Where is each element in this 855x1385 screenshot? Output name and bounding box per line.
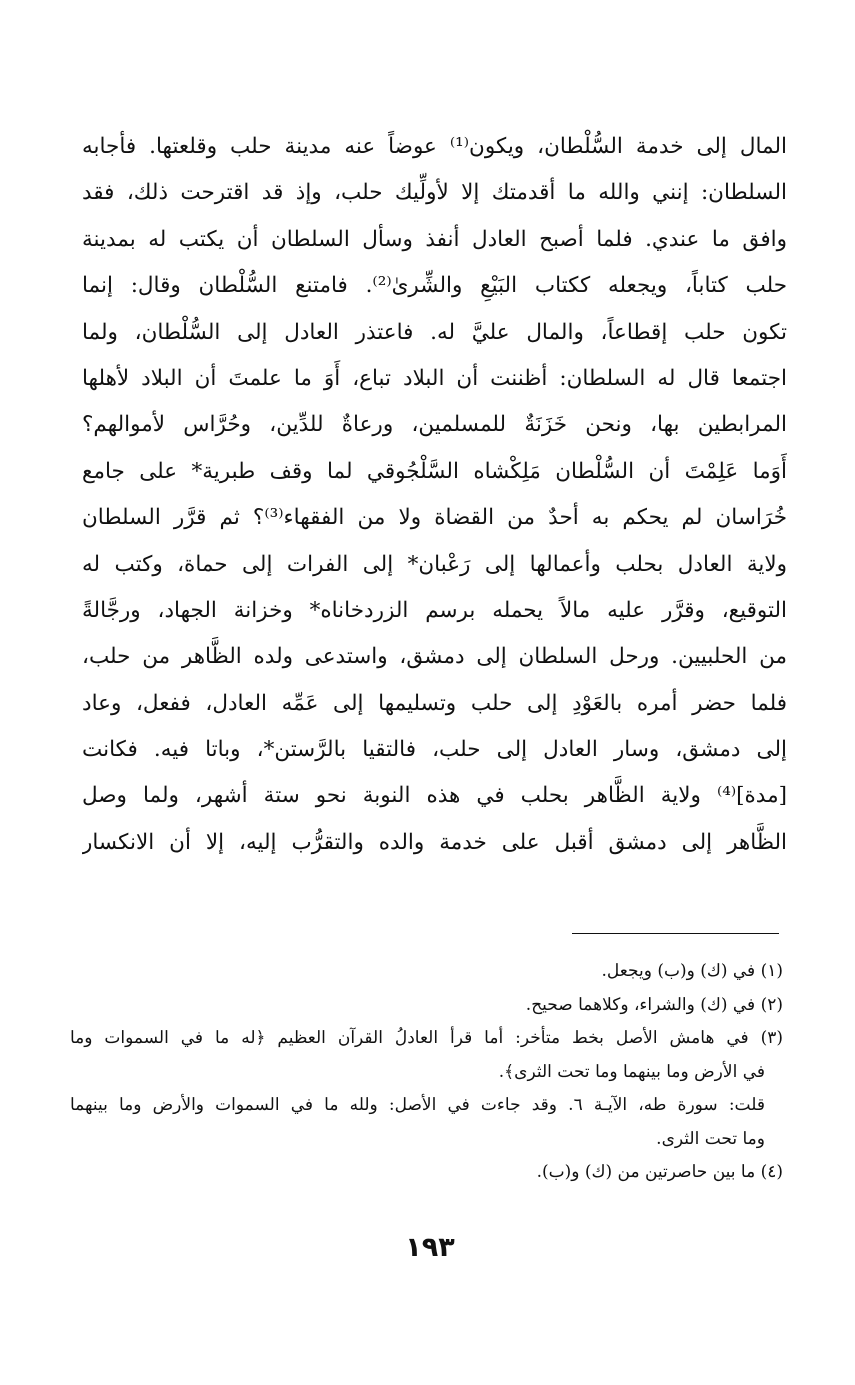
- text-line: وافق ما عندي. فلما أصبح العادل أنفذ وسأل السلطان أن يكتب له بمدينة: [82, 226, 787, 252]
- text-line: إلى دمشق، وسار العادل إلى حلب، فالتقيا بالرَّستن*، وباتا فيه. فكانت: [82, 737, 787, 763]
- text-line: فلما حضر أمره بالعَوْدِ إلى حلب وتسليمها إلى عَمِّه العادل، ففعل، وعاد: [82, 690, 787, 716]
- footnote-3-note: قلت: سورة طه، الآيـة ٦. وقد جاءت في الأصل: ولله ما في السموات والأرض وما بينهما: [70, 1095, 766, 1115]
- footnote-4: (٤) ما بين حاصرتين من (ك) و(ب).: [536, 1162, 783, 1182]
- footnote-separator: [572, 933, 779, 934]
- footnote-3-continuation: في الأرض وما بينهما وما تحت الثرى﴾.: [498, 1061, 765, 1082]
- footnote-3: (٣) في هامش الأصل بخط متأخر: أما قرأ العادلُ القرآن العظيم ﴿له ما في السموات وما: [70, 1028, 783, 1048]
- text-line: المال إلى خدمة السُّلْطان، ويكون⁽¹⁾ عوضاً عنه مدينة حلب وقلعتها. فأجابه: [82, 134, 787, 159]
- footnotes-block: [70, 955, 783, 1190]
- text-line: السلطان: إنني والله ما أقدمتك إلا لأولِّيك حلب، وإذ قد اقترحت ذلك، فقد: [82, 180, 787, 206]
- text-line: اجتمعا قال له السلطان: أظننت أن البلاد تباع، أَوَ ما علمتَ أن البلاد لأهلها: [82, 365, 787, 391]
- footnote-1: (١) في (ك) و(ب) ويجعل.: [601, 961, 783, 981]
- text-line: حلب كتاباً، ويجعله ككتاب البَيْعِ والشِّرىٰ⁽²⁾. فامتنع السُّلْطان وقال: إنما: [82, 273, 787, 299]
- page-number: ١٩٣: [405, 1232, 455, 1263]
- text-line: الظَّاهر إلى دمشق أقبل على خدمة والده والتقرُّب إليه، إلا أن الانكسار: [82, 829, 787, 855]
- text-line: ولاية العادل بحلب وأعمالها إلى رَعْبان* إلى الفرات إلى حماة، وكتب له: [82, 551, 787, 577]
- text-line: خُرَاسان لم يحكم به أحدٌ من القضاة ولا من الفقهاء⁽³⁾؟ ثم قرَّر السلطان: [82, 505, 787, 531]
- text-line: من الحلبيين. ورحل السلطان إلى دمشق، واستدعى ولده الظَّاهر من حلب،: [82, 644, 787, 670]
- text-line: التوقيع، وقرَّر عليه مالاً يحمله برسم الزردخاناه* وخزانة الجهاد، ورجَّالةً: [82, 597, 787, 623]
- main-text-block: [82, 124, 787, 866]
- footnote-3-note-continuation: وما تحت الثرى.: [656, 1128, 765, 1149]
- text-line: [مدة]⁽⁴⁾ ولاية الظَّاهر بحلب في هذه النوبة نحو ستة أشهر، ولما وصل: [82, 783, 787, 809]
- text-line: المرابطين بها، ونحن خَزَنَةٌ للمسلمين، ورعاةٌ للدِّين، وحُرَّاس لأموالهم؟: [82, 412, 787, 438]
- text-line: أَوَما عَلِمْتَ أن السُّلْطان مَلِكْشاه السَّلْجُوقي لما وقف طبرية* على جامع: [82, 458, 787, 484]
- text-line: تكون حلب إقطاعاً، والمال عليَّ له. فاعتذر العادل إلى السُّلْطان، ولما: [82, 319, 787, 345]
- footnote-2: (٢) في (ك) والشراء، وكلاهما صحيح.: [525, 994, 783, 1015]
